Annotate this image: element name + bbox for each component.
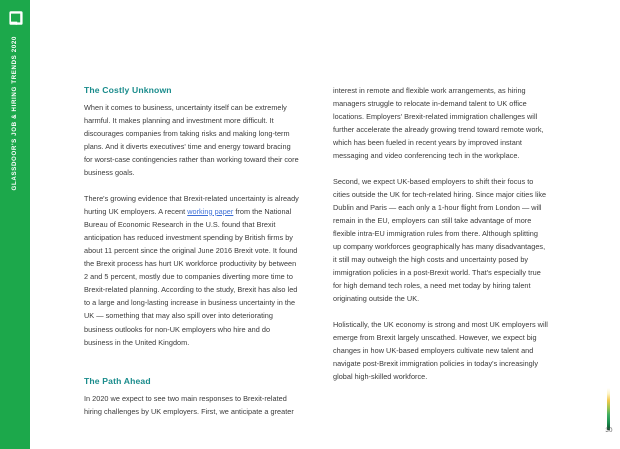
heading-spacer	[84, 361, 299, 375]
paragraph-holistic-outlook: Holistically, the UK economy is strong and most UK employers will emerge from Brexit largely unscathed. However, we expect big changes in how UK-based employers cultivate new talent and navigate post-Brexit immigration policies in today's increasingly global high-skilled workforce.	[333, 319, 548, 381]
left-text-column	[84, 84, 299, 418]
working-paper-link[interactable]: working paper	[187, 206, 234, 216]
section-heading-costly-unknown: The Costly Unknown	[84, 85, 172, 95]
glassdoor-logo-icon	[9, 10, 23, 26]
gradient-rule-icon	[607, 388, 610, 430]
right-text-column	[333, 84, 548, 383]
paragraph-text-before-link: There's growing evidence that Brexit-related uncertainty is already hurting UK employers. A recent	[84, 193, 299, 216]
sidebar	[0, 0, 30, 449]
paragraph-costly-unknown-2	[84, 192, 299, 349]
sidebar-caption-label: GLASSDOOR'S JOB & HIRING TRENDS 2020	[11, 36, 18, 191]
page-number: 30	[605, 427, 613, 434]
sidebar-caption	[0, 36, 30, 246]
section-heading-path-ahead: The Path Ahead	[84, 375, 151, 386]
paragraph-costly-unknown-1: When it comes to business, uncertainty itself can be extremely harmful. It makes planning and investment more difficult. It discourages companies from taking risks and making long-term plans. And it diverts executives' time and energy toward bracing for worst-case contingencies rather than working toward their core business goals.	[84, 103, 299, 178]
paragraph-city-focus: Second, we expect UK-based employers to shift their focus to cities outside the UK for tech-related hiring. Since major cities like Dublin and Paris — each only a 1-hour flight from London — will remain in the EU, employers can still take advantage of more flexible intra-EU immigration rules from there. Although splitting up company workforces geographically has many disadvantages, it still may outweigh the high costs and uncertainty posed by immigration policies in a post-Brexit world. That's especially true for high demand tech roles, a need met today by hiring talent originating outside the UK.	[333, 176, 547, 304]
paragraph-text-after-link: from the National Bureau of Economic Research in the U.S. found that Brexit anticipation has reduced investment spending by British firms by about 11 percent since the original June 2016 Brexit vote. It found the Brexit process has hurt UK workforce productivity by between 2 and 5 percent, mostly due to companies diverting more time to Brexit-related planning. According to the study, Brexit has also led to a large and long-lasting increase in business uncertainty in the UK — something that may also spill over into deteriorating business outlooks for non-UK employers who hire and do business in the United Kingdom.	[84, 206, 298, 347]
paragraph-path-ahead-1: In 2020 we expect to see two main responses to Brexit-related hiring challenges by UK employers. First, we anticipate a greater	[84, 393, 294, 416]
paragraph-remote-work: interest in remote and flexible work arrangements, as hiring managers struggle to relocate in-demand talent to UK office locations. Employers' Brexit-related immigration challenges will further accelerate the already growing trend toward remote work, which has been fueled in recent years by improved instant messaging and video conferencing tech in the workplace.	[333, 86, 544, 161]
page-content	[30, 0, 613, 449]
